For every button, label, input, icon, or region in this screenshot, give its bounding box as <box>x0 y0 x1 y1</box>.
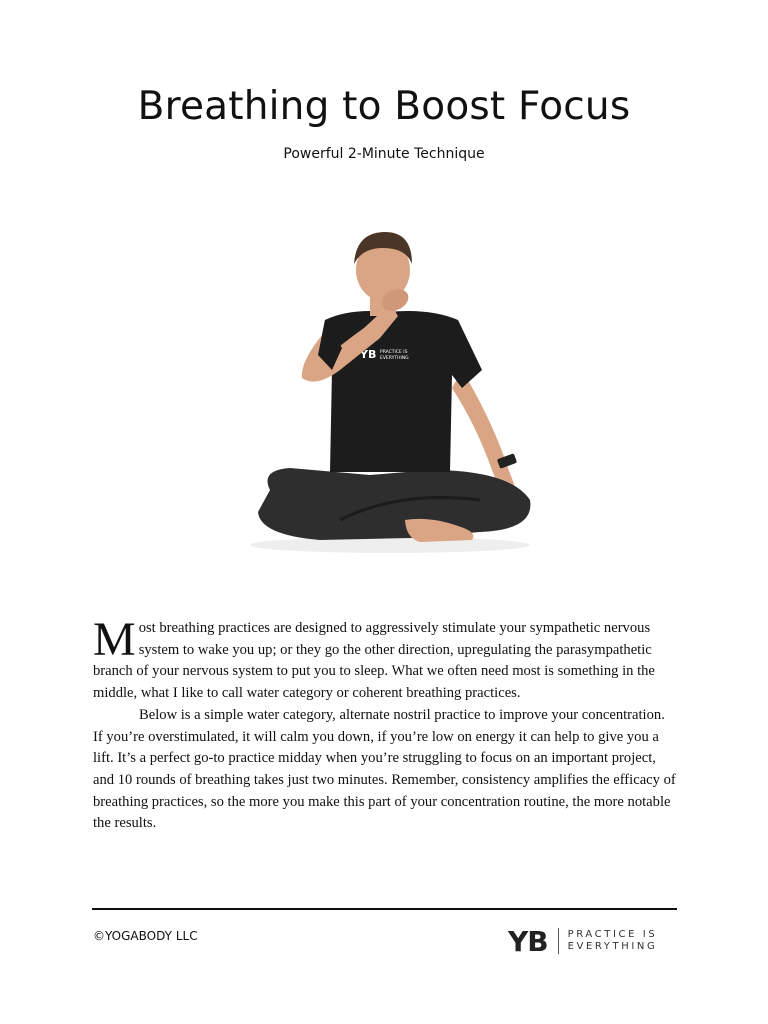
brand-tagline <box>568 929 658 953</box>
shirt-logo: YB <box>360 348 377 361</box>
brand-logo <box>508 924 657 958</box>
brand-mark: YB <box>508 924 548 958</box>
brand-tagline-line1: PRACTICE IS <box>567 929 658 940</box>
copyright-text: ©YOGABODY LLC <box>93 929 198 943</box>
brand-tagline-line2: EVERYTHING <box>567 941 658 952</box>
shirt-tag-line2: EVERYTHING <box>380 356 409 361</box>
meditation-photo <box>230 220 550 560</box>
page-subtitle: Powerful 2-Minute Technique <box>283 146 485 162</box>
paragraph-1-text: ost breathing practices are designed to aggressively stimulate your sympathetic nervous system to wake you up; or they go the other direction, upregulating the parasympathetic branch of your nervous system to put you to sleep. What we often need most is something in the middle, what I like to call water category or coherent breathing practices. <box>93 620 655 702</box>
shirt-tag-line1: PRACTICE IS <box>380 350 408 355</box>
floor-shadow <box>250 537 530 553</box>
body-text <box>93 613 678 835</box>
page-title: Breathing to Boost Focus <box>137 84 631 129</box>
brand-separator <box>558 928 559 954</box>
drop-cap: M <box>93 613 136 666</box>
footer-divider <box>92 908 677 910</box>
paragraph-2: Below is a simple water category, alternate nostril practice to improve your concentration. If you’re overstimulated, it will calm you down, if you’re low on energy it can help to give you a lift. It’s a perfect go-to practice midday when you’re struggling to focus on an important project, and 10 rounds of breathing takes just two minutes. Remember, consistency amplifies the efficacy of breathing practices, so the more you make this part of your concentration routine, the more notable the results. <box>93 706 676 832</box>
crossed-legs <box>258 468 530 540</box>
paragraph-1 <box>93 613 678 705</box>
